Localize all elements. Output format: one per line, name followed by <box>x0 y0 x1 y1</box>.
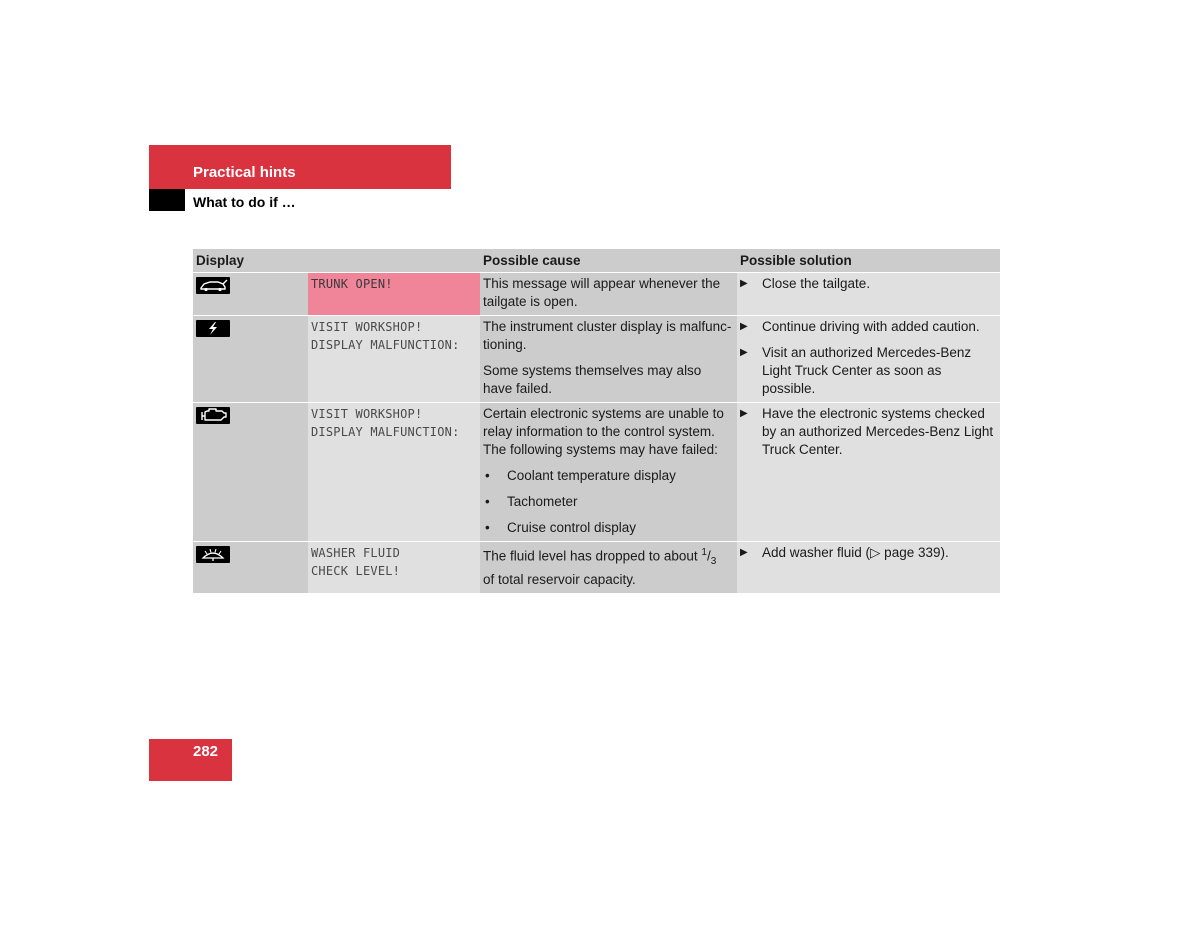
message-line: VISIT WORKSHOP! <box>311 407 423 421</box>
solution-step <box>740 405 997 459</box>
solution-step <box>740 275 997 293</box>
message-line: WASHER FLUID <box>311 546 401 560</box>
arrow-icon: ▶ <box>740 278 748 289</box>
solution-step <box>740 318 997 336</box>
cause-cell <box>480 542 737 594</box>
display-cell <box>193 403 308 542</box>
fraction-numerator: 1 <box>701 547 707 558</box>
message-cell <box>308 316 480 403</box>
arrow-icon: ▶ <box>740 547 748 558</box>
solution-cell <box>737 542 1000 594</box>
solution-cell <box>737 403 1000 542</box>
section-title: Practical hints <box>193 164 296 181</box>
cause-cell <box>480 403 737 542</box>
display-cell <box>193 542 308 594</box>
subsection-title: What to do if … <box>193 194 296 210</box>
arrow-icon: ▶ <box>740 408 748 419</box>
page-number-box <box>149 739 232 781</box>
header-message <box>308 249 480 273</box>
bullet-icon: • <box>485 520 490 535</box>
message-line: DISPLAY MALFUNCTION: <box>311 425 460 439</box>
display-cell <box>193 316 308 403</box>
cause-text: Some systems themselves may also have failed. <box>483 363 702 396</box>
cause-cell <box>480 316 737 403</box>
message-cell <box>308 273 480 316</box>
bullet-icon: • <box>485 494 490 509</box>
solution-text: Have the electronic systems checked by an authorized Mercedes-Benz Light Truck Center. <box>762 406 994 457</box>
message-cell <box>308 403 480 542</box>
table-row <box>193 542 1000 594</box>
bullet-icon: • <box>485 468 490 483</box>
lightning-icon <box>196 320 230 337</box>
list-item-text: Coolant temperature display <box>507 468 676 483</box>
engine-icon <box>196 407 230 424</box>
message-line: TRUNK OPEN! <box>311 277 393 291</box>
subsection-marker <box>149 189 185 211</box>
message-line: CHECK LEVEL! <box>311 564 401 578</box>
table-row <box>193 273 1000 316</box>
list-item <box>483 493 734 511</box>
arrow-icon: ▶ <box>740 347 748 358</box>
fraction-denominator: 3 <box>710 556 717 568</box>
solution-step <box>740 344 997 398</box>
washer-fluid-icon <box>196 546 230 563</box>
header-display: Display <box>193 249 308 273</box>
fraction-slash: / <box>706 548 711 564</box>
solution-cell <box>737 316 1000 403</box>
header-cause: Possible cause <box>480 249 737 273</box>
list-item-text: Cruise control display <box>507 520 637 535</box>
solution-text: Continue driving with added caution. <box>762 319 980 334</box>
solution-text: Close the tailgate. <box>762 276 871 291</box>
cause-cell <box>480 273 737 316</box>
header-solution: Possible solution <box>737 249 1000 273</box>
arrow-icon: ▶ <box>740 321 748 332</box>
message-line: DISPLAY MALFUNCTION: <box>311 338 460 352</box>
table-row <box>193 316 1000 403</box>
solution-text: Add washer fluid (▷ page 339). <box>762 545 949 560</box>
cause-text-start: The fluid level has dropped to about <box>483 548 702 564</box>
message-line: VISIT WORKSHOP! <box>311 320 423 334</box>
display-cell <box>193 273 308 316</box>
table-row <box>193 403 1000 542</box>
cause-text: The instrument cluster display is malfunc-tioning. <box>483 319 732 352</box>
page-number: 282 <box>193 743 219 760</box>
list-item <box>483 519 734 537</box>
message-cell <box>308 542 480 594</box>
display-messages-table <box>193 249 1000 594</box>
cause-text-end: of total reservoir capacity. <box>483 572 636 588</box>
solution-step <box>740 544 997 562</box>
cause-text: This message will appear whenever the tailgate is open. <box>483 276 721 309</box>
list-item <box>483 467 734 485</box>
trunk-open-icon <box>196 277 230 294</box>
table-header-row <box>193 249 1000 273</box>
cause-text <box>483 544 734 589</box>
solution-cell <box>737 273 1000 316</box>
list-item-text: Tachometer <box>507 494 578 509</box>
solution-text: Visit an authorized Mercedes-Benz Light Truck Center as soon as possible. <box>762 345 972 396</box>
cause-text: Certain electronic systems are unable to relay information to the control system. The following systems may have failed: <box>483 406 724 457</box>
